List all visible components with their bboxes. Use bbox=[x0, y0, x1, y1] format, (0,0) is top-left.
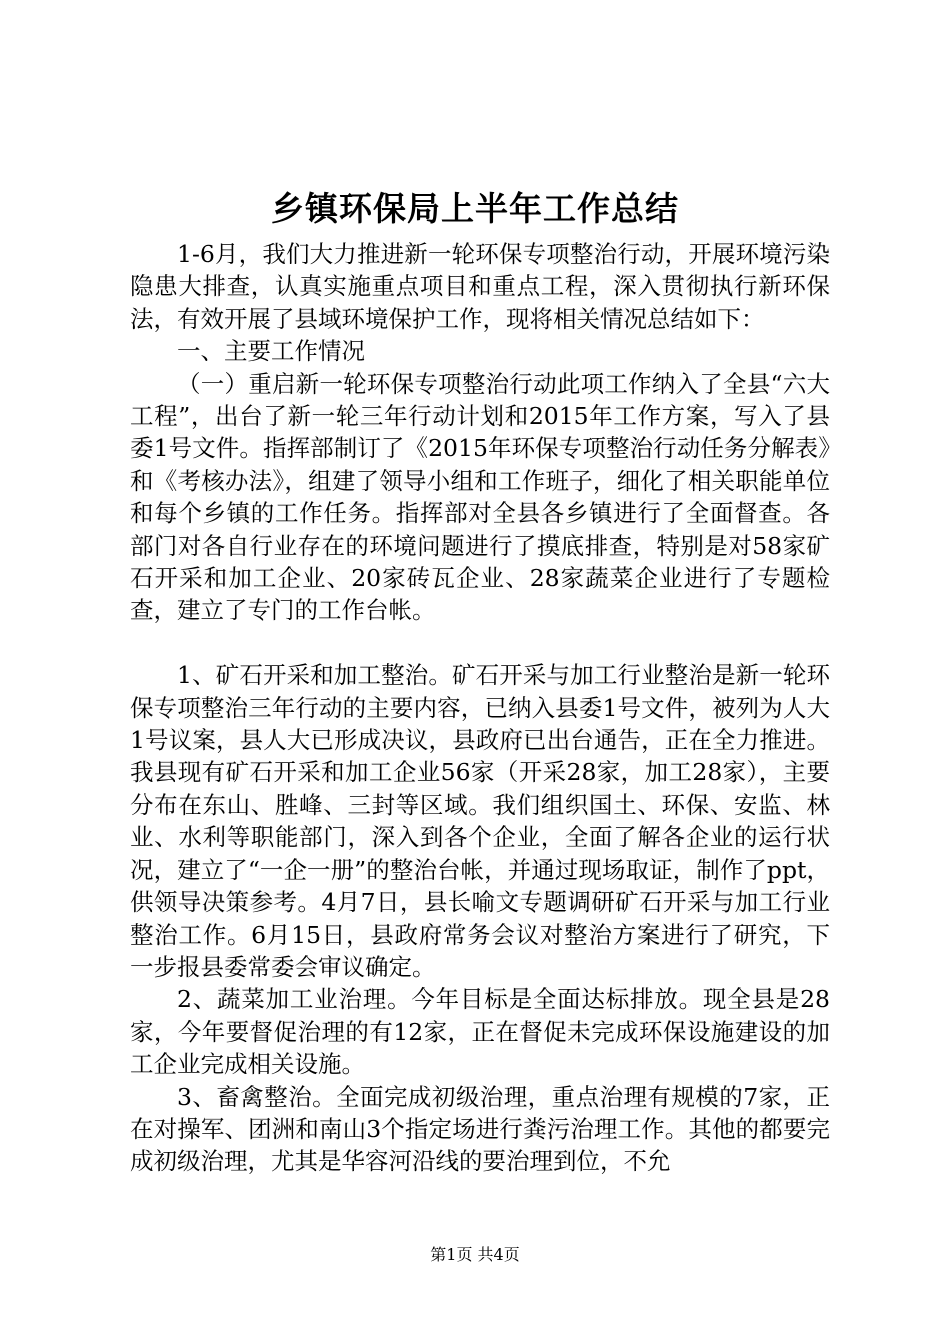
document-body bbox=[130, 238, 830, 1178]
section-heading: 一、主要工作情况 bbox=[177, 337, 365, 366]
intro-paragraph: 1-6月，我们大力推进新一轮环保专项整治行动，开展环境污染隐患大排查，认真实施重点项目和重点工程，深入贯彻执行新环保法，有效开展了县域环境保护工作，现将相关情况总结如下： bbox=[130, 240, 830, 333]
item-paragraph-livestock: 3、畜禽整治。全面完成初级治理，重点治理有规模的7家，正在对操军、团洲和南山3个指定场进行粪污治理工作。其他的都要完成初级治理，尤其是华容河沿线的要治理到位，不允 bbox=[130, 1082, 830, 1176]
document-title: 乡镇环保局上半年工作总结 bbox=[271, 189, 679, 228]
item-paragraph-vegetable: 2、蔬菜加工业治理。今年目标是全面达标排放。现全县是28家，今年要督促治理的有12家，正在督促未完成环保设施建设的加工企业完成相关设施。 bbox=[130, 985, 830, 1079]
subsection-paragraph: （一）重启新一轮环保专项整治行动此项工作纳入了全县“六大工程”，出台了新一轮三年行动计划和2015年工作方案，写入了县委1号文件。指挥部制订了《2015年环保专项整治行动任务分解表》和《考核办法》，组建了领导小组和工作班子，细化了相关职能单位和每个乡镇的工作任务。指挥部对全县各乡镇进行了全面督查。各部门对各自行业存在的环境问题进行了摸底排查，特别是对58家矿石开采和加工企业、20家砖瓦企业、28家蔬菜企业进行了专题检查，建立了专门的工作台帐。 bbox=[130, 369, 830, 625]
page-number: 第1页 共4页 bbox=[430, 1245, 520, 1264]
item-paragraph-mining: 1、矿石开采和加工整治。矿石开采与加工行业整治是新一轮环保专项整治三年行动的主要内容，已纳入县委1号文件，被列为人大1号议案，县人大已形成决议，县政府已出台通告，正在全力推进。我县现有矿石开采和加工企业56家（开采28家，加工28家），主要分布在东山、胜峰、三封等区域。我们组织国土、环保、安监、林业、水利等职能部门，深入到各个企业，全面了解各企业的运行状况，建立了“一企一册”的整治台帐，并通过现场取证，制作了ppt，供领导决策参考。4月7日，县长喻文专题调研矿石开采与加工行业整治工作。6月15日，县政府常务会议对整治方案进行了研究，下一步报县委常委会审议确定。 bbox=[130, 661, 830, 981]
